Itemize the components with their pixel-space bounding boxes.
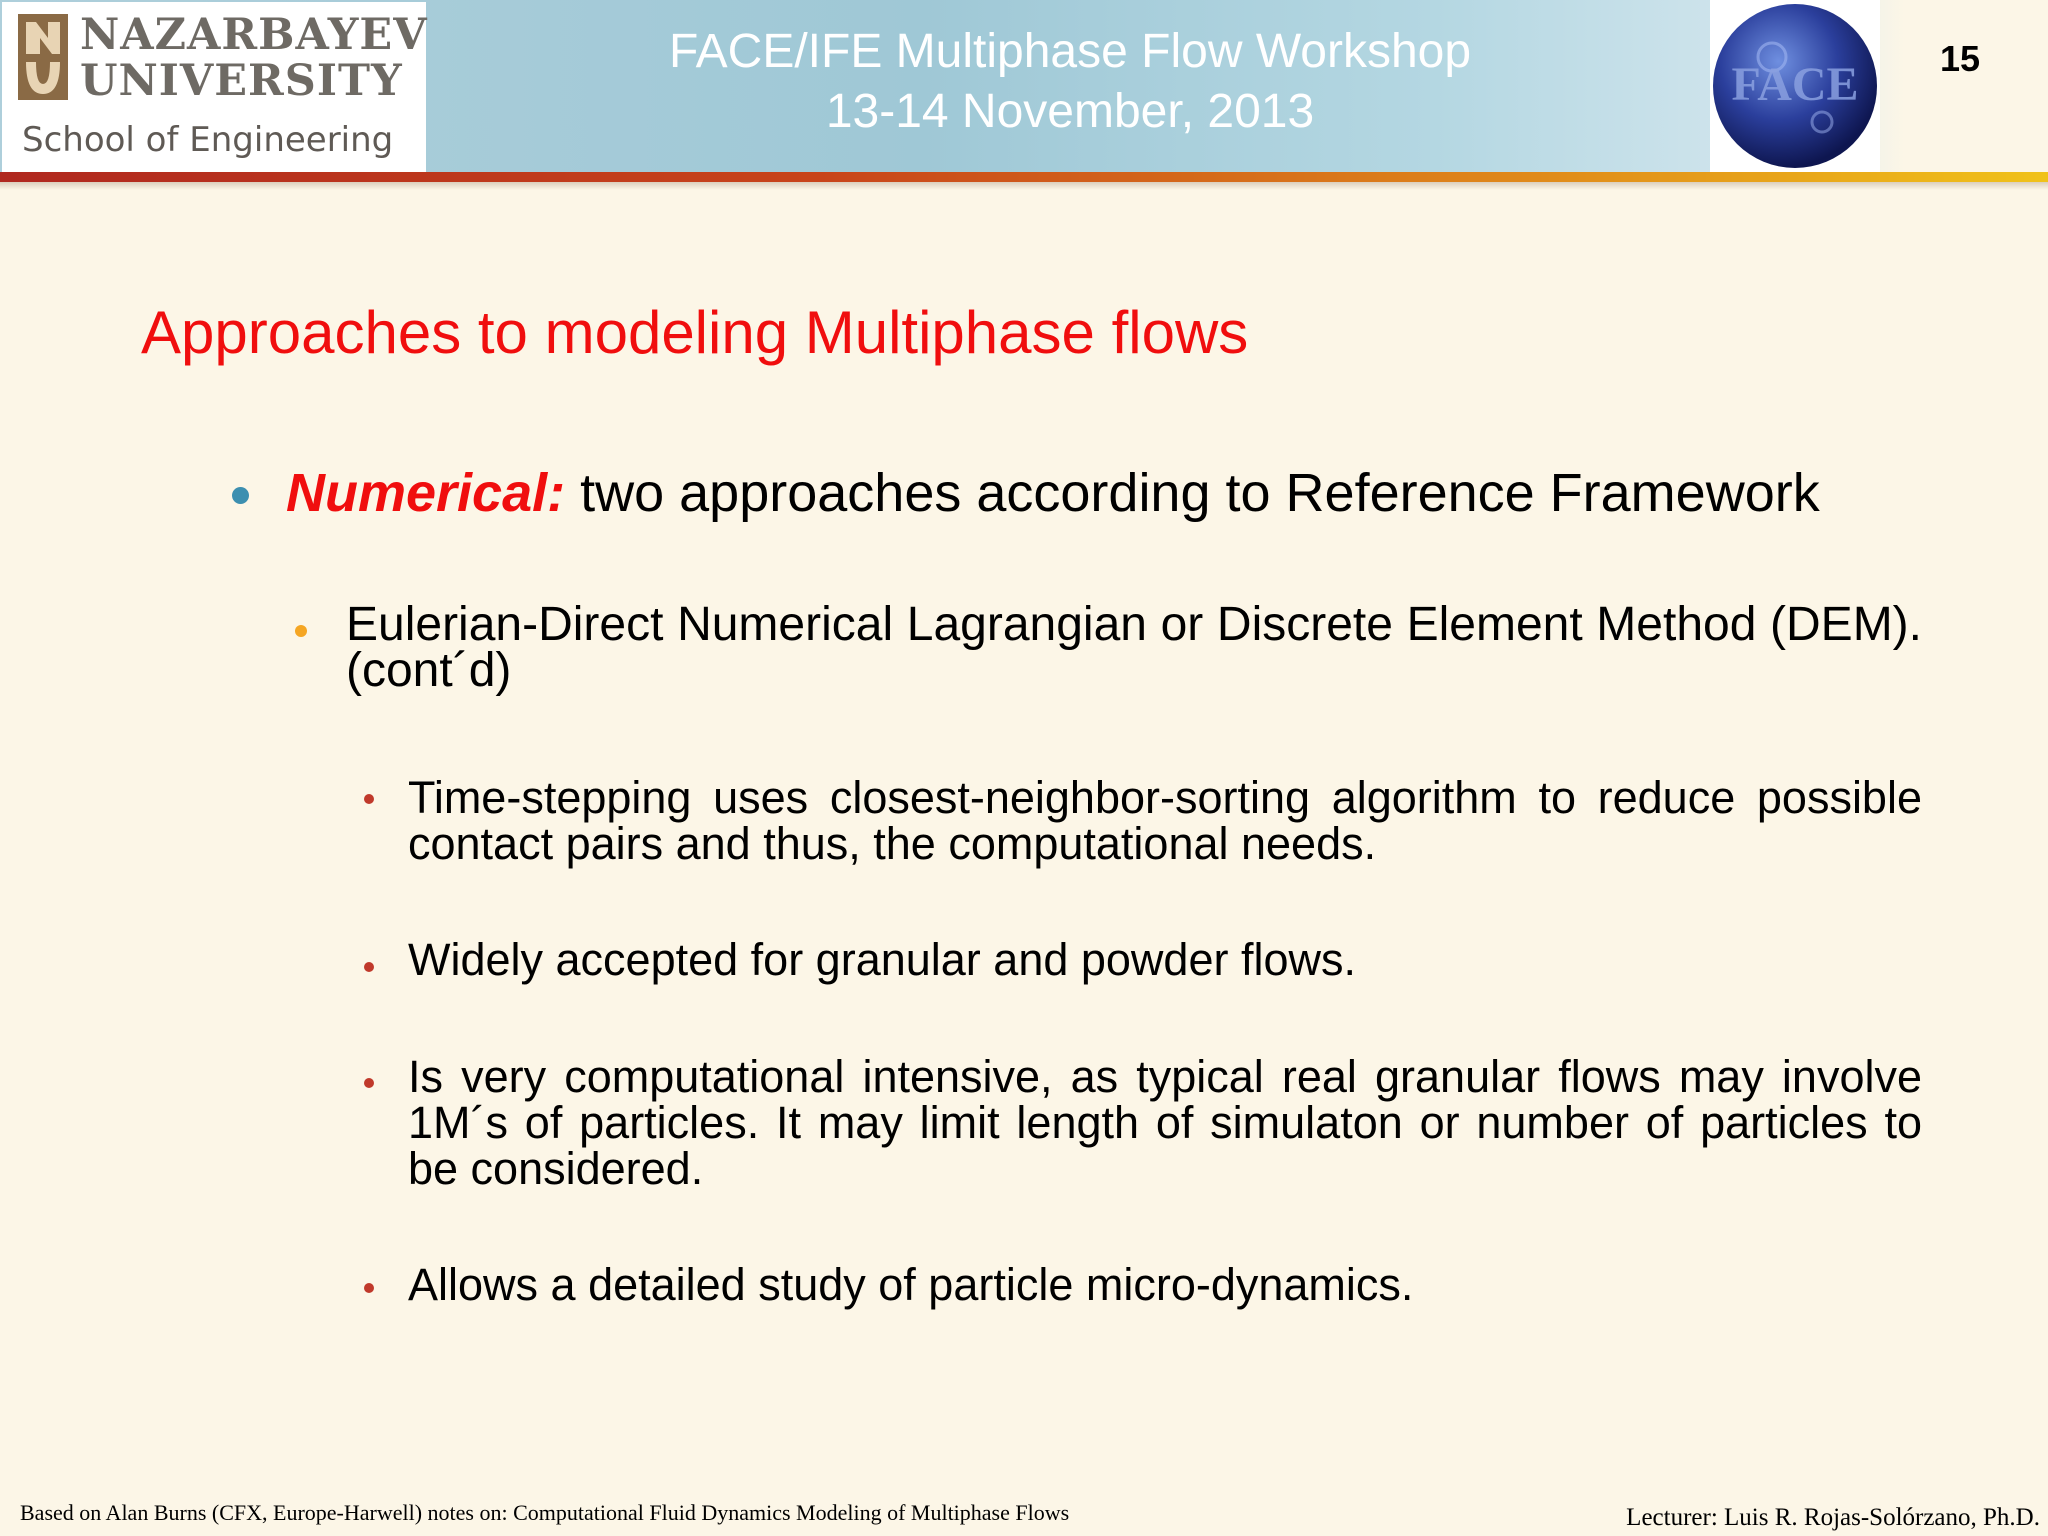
bullet-widely-accepted: Widely accepted for granular and powder flows.: [408, 934, 1356, 985]
bullet-numerical: [286, 462, 1926, 524]
logo-line-university: UNIVERSITY: [80, 56, 403, 106]
logo-line-nazarbayev: NAZARBAYEV: [80, 10, 428, 60]
bullet-level3: [364, 962, 374, 972]
bullet-dem: Eulerian-Direct Numerical Lagrangian or Discrete Element Method (DEM). (cont´d): [346, 598, 1922, 697]
bullet-level2: [295, 625, 307, 637]
face-logo: [1710, 0, 1880, 172]
slide-number: 15: [1940, 38, 1981, 79]
header-shadow: [0, 182, 2048, 190]
bullet-numerical-text: two approaches according to Reference Framework: [565, 463, 1820, 523]
bullet-level3: [364, 1078, 374, 1088]
workshop-name: FACE/IFE Multiphase Flow Workshop: [668, 25, 1472, 78]
logo-line-school: School of Engineering: [22, 120, 394, 160]
source-note: Based on Alan Burns (CFX, Europe-Harwell) notes on: Computational Fluid Dynamics Modeling of Multiphase Flows: [20, 1500, 1070, 1525]
lecturer-credit: Lecturer: Luis R. Rojas-Solórzano, Ph.D.: [1626, 1504, 2040, 1531]
svg-text:FACE: FACE: [1731, 58, 1859, 111]
header-divider-stripe: [0, 172, 2048, 182]
slide-title: Approaches to modeling Multiphase flows: [141, 299, 1249, 366]
university-emblem-icon: [18, 14, 68, 100]
workshop-title: [560, 22, 1580, 142]
nazarbayev-university-logo: [2, 2, 426, 172]
bullet-computational-intensive: Is very computational intensive, as typical real granular flows may involve 1M´s of particles. It may limit length of simulaton or number of particles to be considered.: [408, 1051, 1922, 1194]
bullet-numerical-emphasis: Numerical:: [286, 463, 566, 523]
bullet-level1: [232, 487, 249, 504]
workshop-dates: 13-14 November, 2013: [825, 85, 1315, 138]
bullet-level3: [364, 1283, 374, 1293]
bullet-time-stepping: Time-stepping uses closest-neighbor-sorting algorithm to reduce possible contact pairs and thus, the computational needs.: [408, 772, 1922, 869]
bullet-micro-dynamics: Allows a detailed study of particle micro-dynamics.: [408, 1259, 1414, 1310]
face-globe-icon: [1712, 2, 1878, 170]
bullet-level3: [364, 794, 374, 804]
